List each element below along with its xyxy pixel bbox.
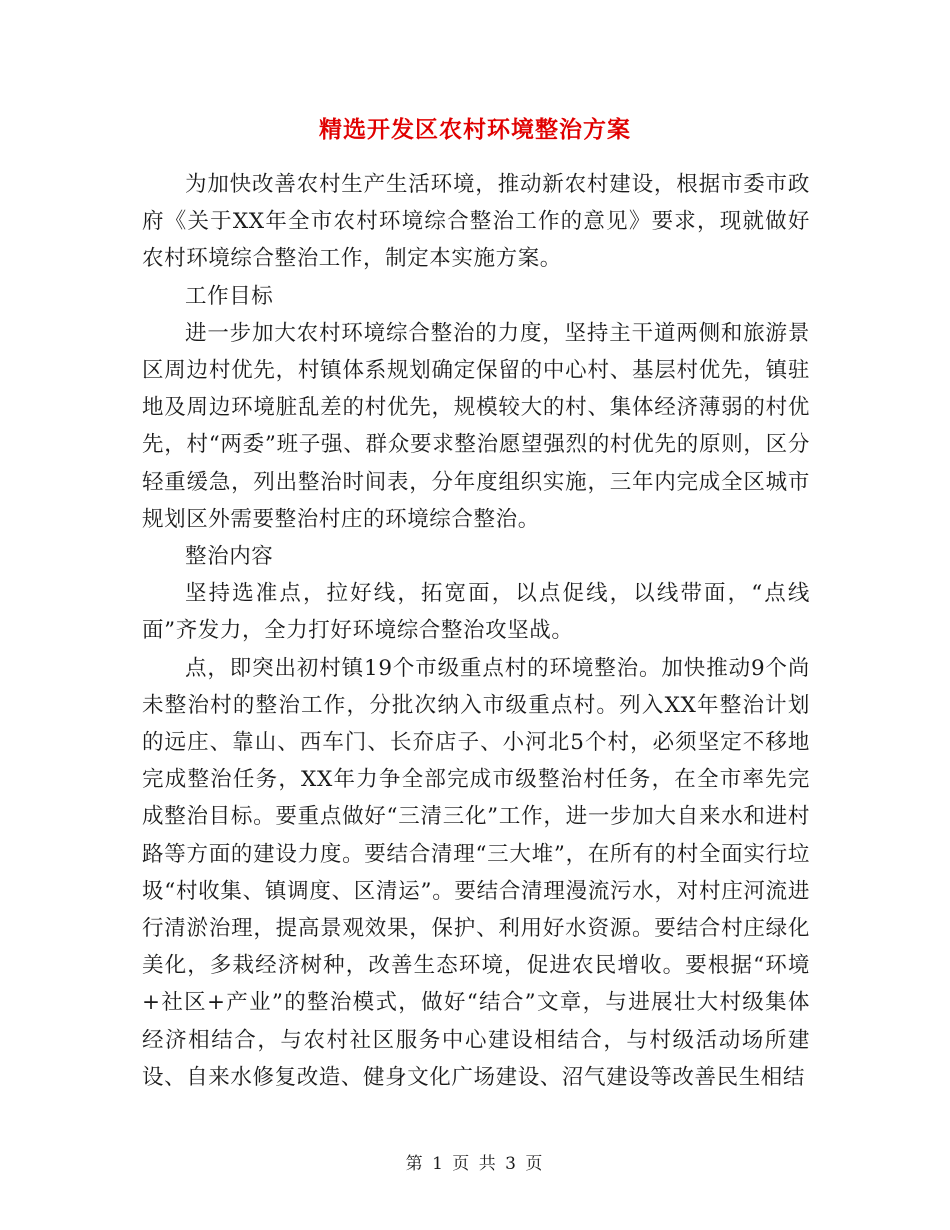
paragraph-point: 点，即突出初村镇19个市级重点村的环境整治。加快推动9个尚未整治村的整治工作，分批次纳入市级重点村。列入XX年整治计划的远庄、靠山、西车门、长夼店子、小河北5个村，必须坚定不移地完成整治任务，XX年力争全部完成市级整治村任务，在全市率先完成整治目标。要重点做好“三清三化”工作，进一步加大自来水和进村路等方面的建设力度。要结合清理“三大堆”，在所有的村全面实行垃圾“村收集、镇调度、区清运”。要结合清理漫流污水，对村庄河流进行清淤治理，提高景观效果，保护、利用好水资源。要结合村庄绿化美化，多栽经济树种，改善生态环境，促进农民增收。要根据“环境+社区+产业”的整治模式，做好“结合”文章，与进展壮大村级集体经济相结合，与农村社区服务中心建设相结合，与村级活动场所建设、自来水修复改造、健身文化广场建设、沼气建设等改善民生相结 — [142, 655, 810, 1090]
section-heading-goals: 工作目标 — [185, 283, 274, 309]
paragraph-intro: 为加快改善农村生产生活环境，推动新农村建设，根据市委市政府《关于XX年全市农村环境综合整治工作的意见》要求，现就做好农村环境综合整治工作，制定本实施方案。 — [142, 172, 810, 272]
paragraph-goals: 进一步加大农村环境综合整治的力度，坚持主干道两侧和旅游景区周边村优先，村镇体系规划确定保留的中心村、基层村优先，镇驻地及周边环境脏乱差的村优先，规模较大的村、集体经济薄弱的村优先，村“两委”班子强、群众要求整治愿望强烈的村优先的原则，区分轻重缓急，列出整治时间表，分年度组织实施，三年内完成全区城市规划区外需要整治村庄的环境综合整治。 — [142, 320, 810, 532]
paragraph-content-summary: 坚持选准点，拉好线，拓宽面，以点促线，以线带面，“点线面”齐发力，全力打好环境综合整治攻坚战。 — [142, 581, 810, 644]
document-body — [142, 166, 810, 1096]
document-title: 精选开发区农村环境整治方案 — [319, 116, 631, 143]
page-footer — [0, 1152, 950, 1176]
section-heading-content: 整治内容 — [185, 544, 274, 570]
page-number-label: 第 1 页 共 3 页 — [405, 1154, 545, 1174]
